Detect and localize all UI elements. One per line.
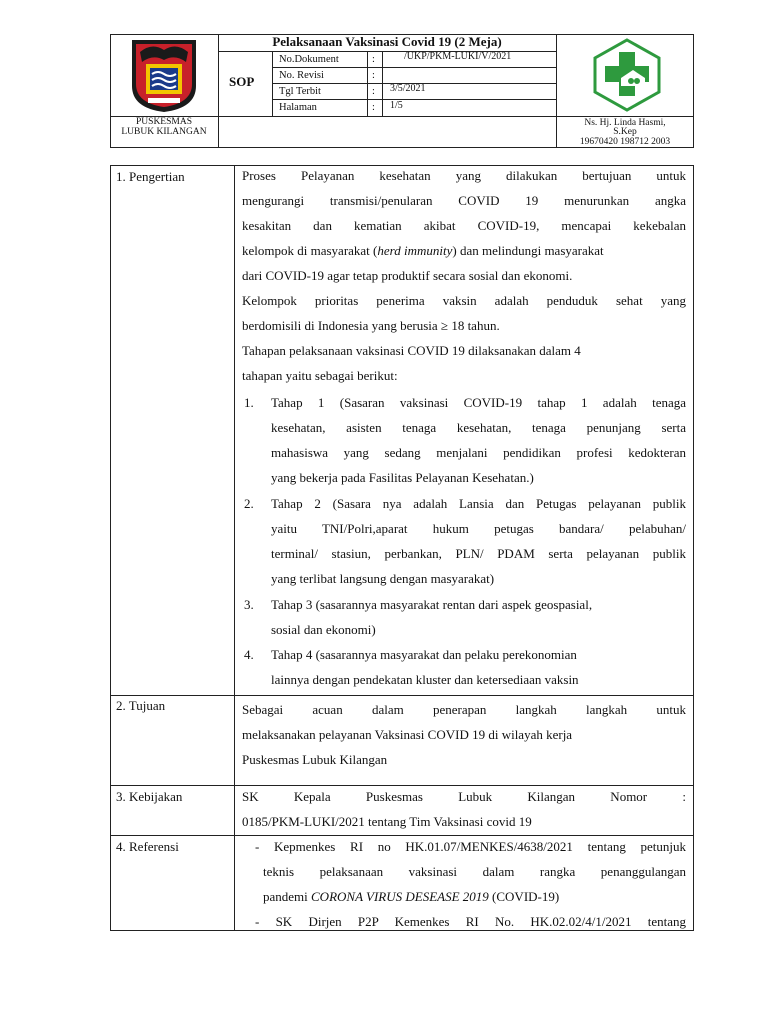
- header-divider: [272, 99, 556, 100]
- referensi-text: [255, 834, 686, 934]
- section-label-tujuan: 2. Tujuan: [116, 698, 166, 713]
- step-text: [271, 642, 686, 692]
- text-line: dari COVID-19 agar tetap produktif secara sosial dan ekonomi.: [242, 268, 573, 283]
- row-label: Tgl Terbit: [279, 86, 321, 97]
- sop-label: SOP: [229, 74, 255, 89]
- tujuan-text: [242, 697, 686, 772]
- row-sep: :: [372, 102, 375, 113]
- section-label-referensi: 4. Referensi: [116, 839, 179, 854]
- text-line: Proses Pelayanan kesehatan yang dilakukan bertujuan untuk: [242, 168, 686, 183]
- row-sep: :: [372, 86, 375, 97]
- text-line: yang bekerja pada Fasilitas Pelayanan Kesehatan.): [271, 470, 534, 485]
- text-line: [242, 238, 686, 263]
- document-title: Pelaksanaan Vaksinasi Covid 19 (2 Meja): [272, 34, 502, 49]
- text-fragment: ) dan melindungi masyarakat: [452, 243, 604, 258]
- text-line: - SK Dirjen P2P Kemenkes RI No. HK.02.02/4/1/2021 tentang: [255, 914, 686, 929]
- text-line: yang terlibat langsung dengan masyarakat): [271, 571, 495, 586]
- row-sep: :: [372, 54, 375, 65]
- org-name: LUBUK KILANGAN: [121, 127, 207, 137]
- text-line: [255, 884, 686, 909]
- puskesmas-logo: [591, 38, 663, 112]
- text-fragment: (COVID-19): [488, 889, 560, 904]
- signer-nip: 19670420 198712 2003: [579, 137, 671, 147]
- column-divider: [234, 165, 235, 931]
- pengertian-text: [242, 163, 686, 388]
- text-line: melaksanakan pelayanan Vaksinasi COVID 19 di wilayah kerja: [242, 727, 573, 742]
- text-line: terminal/ stasiun, perbankan, PLN/ PDAM serta pelayanan publik: [271, 546, 686, 561]
- text-line: Tahapan pelaksanaan vaksinasi COVID 19 dilaksanakan dalam 4: [242, 343, 581, 358]
- text-line: kesakitan dan kematian akibat COVID-19, mencapai kekebalan: [242, 218, 686, 233]
- row-label: No. Revisi: [279, 70, 324, 81]
- text-fragment: pandemi: [263, 889, 312, 904]
- text-line: lainnya dengan pendekatan kluster dan ketersediaan vaksin: [271, 672, 579, 687]
- step-number: 1.: [244, 395, 254, 410]
- text-line: berdomisili di Indonesia yang berusia ≥ 18 tahun.: [242, 318, 500, 333]
- step-number: 3.: [244, 597, 254, 612]
- text-line: teknis pelaksanaan vaksinasi dalam rangka penanggulangan: [263, 864, 686, 879]
- italic-term: CORONA VIRUS DESEASE 2019: [311, 889, 489, 904]
- text-line: Sebagai acuan dalam penerapan langkah langkah untuk: [242, 702, 686, 717]
- text-line: Puskesmas Lubuk Kilangan: [242, 752, 388, 767]
- text-line: sosial dan ekonomi): [271, 622, 376, 637]
- text-line: mahasiswa yang sedang menjalani pendidikan profesi kedokteran: [271, 445, 686, 460]
- italic-term: herd immunity: [377, 243, 453, 258]
- text-line: Tahap 2 (Sasara nya adalah Lansia dan Petugas pelayanan publik: [271, 496, 686, 511]
- text-line: - Kepmenkes RI no HK.01.07/MENKES/4638/2021 tentang petunjuk: [255, 839, 686, 854]
- text-fragment: kelompok di masyarakat (: [242, 243, 378, 258]
- text-line: SK Kepala Puskesmas Lubuk Kilangan Nomor :: [242, 789, 686, 804]
- step-text: [271, 491, 686, 591]
- signer-title: S.Kep: [613, 127, 637, 137]
- row-sep: :: [372, 70, 375, 81]
- text-line: mengurangi transmisi/penularan COVID 19 menurunkan angka: [242, 193, 686, 208]
- kebijakan-text: [242, 784, 686, 834]
- header-divider: [272, 67, 556, 68]
- city-logo: [130, 38, 198, 114]
- signer-name: Ns. Hj. Linda Hasmi,: [584, 118, 666, 128]
- step-text: [271, 390, 686, 490]
- section-label-kebijakan: 3. Kebijakan: [116, 789, 183, 804]
- step-number: 4.: [244, 647, 254, 662]
- text-line: yaitu TNI/Polri,aparat hukum petugas bandara/ pelabuhan/: [271, 521, 686, 536]
- row-label: Halaman: [279, 102, 317, 113]
- step-number: 2.: [244, 496, 254, 511]
- row-label: No.Dokument: [279, 54, 339, 65]
- text-line: Tahap 1 (Sasaran vaksinasi COVID-19 tahap 1 adalah tenaga: [271, 395, 686, 410]
- text-line: Tahap 4 (sasarannya masyarakat dan pelaku perekonomian: [271, 647, 577, 662]
- text-line: Kelompok prioritas penerima vaksin adalah penduduk sehat yang: [242, 293, 686, 308]
- text-line: kesehatan, asisten tenaga kesehatan, tenaga penunjang serta: [271, 420, 686, 435]
- org-name: PUSKESMAS: [136, 117, 192, 127]
- text-line: 0185/PKM-LUKI/2021 tentang Tim Vaksinasi covid 19: [242, 814, 532, 829]
- row-divider: [110, 695, 694, 696]
- page-number: 1/5: [390, 100, 403, 111]
- section-label-pengertian: 1. Pengertian: [116, 169, 185, 184]
- step-text: [271, 592, 686, 642]
- doc-number: /UKP/PKM-LUKI/V/2021: [404, 51, 512, 62]
- text-line: Tahap 3 (sasarannya masyarakat rentan dari aspek geospasial,: [271, 597, 593, 612]
- issue-date: 3/5/2021: [390, 83, 426, 94]
- text-line: tahapan yaitu sebagai berikut:: [242, 368, 398, 383]
